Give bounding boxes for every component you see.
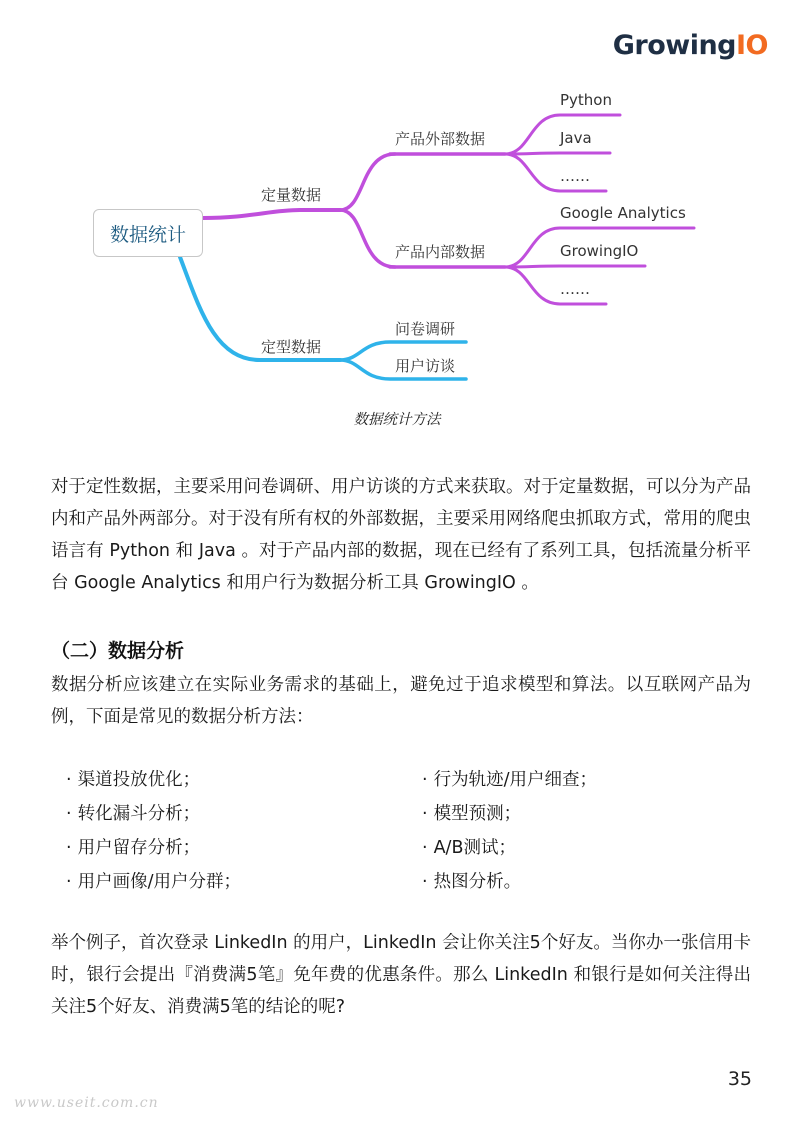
list-item: · 模型预测；	[422, 804, 522, 824]
growingio-logo: GrowingIO	[612, 30, 768, 61]
leaf-growingio: GrowingIO	[560, 242, 639, 260]
leaf-survey: 问卷调研	[395, 320, 456, 338]
edge-root-quant	[203, 210, 300, 218]
watermark: www.useit.com.cn	[14, 1095, 159, 1111]
edge-quant-external	[340, 154, 395, 210]
mindmap-diagram	[0, 70, 794, 400]
page-number: 35	[727, 1068, 752, 1090]
leaf-interview: 用户访谈	[395, 357, 456, 375]
figure-caption: 数据统计方法	[353, 412, 441, 428]
node-qualitative: 定型数据	[261, 338, 322, 356]
edge-quant-internal	[340, 210, 395, 267]
list-item: · 转化漏斗分析；	[66, 804, 201, 824]
edge-java	[505, 153, 610, 154]
node-external-data: 产品外部数据	[395, 130, 486, 148]
paragraph-example: 举个例子，首次登录 LinkedIn 的用户，LinkedIn 会让你关注5个好友。当你办一张信用卡时，银行会提出『消费满5笔』免年费的优惠条件。那么 LinkedIn 和银行是如何关注得出关注5个好友、消费满5笔的结论的呢?	[51, 933, 751, 1017]
list-item: · A/B测试；	[422, 838, 516, 858]
paragraph-analysis-intro: 数据分析应该建立在实际业务需求的基础上，避免过于追求模型和算法。以互联网产品为例，下面是常见的数据分析方法：	[51, 675, 751, 727]
leaf-google-analytics: Google Analytics	[560, 204, 686, 222]
list-item: · 用户画像/用户分群；	[66, 872, 241, 892]
list-item: · 行为轨迹/用户细查；	[422, 770, 597, 790]
edge-growingio	[505, 266, 645, 267]
leaf-internal-more: ……	[560, 280, 590, 298]
leaf-python: Python	[560, 91, 612, 109]
node-internal-data: 产品内部数据	[395, 243, 486, 261]
paragraph-data-sources: 对于定性数据，主要采用问卷调研、用户访谈的方式来获取。对于定量数据，可以分为产品内和产品外两部分。对于没有所有权的外部数据，主要采用网络爬虫抓取方式，常用的爬虫语言有 Python 和 Java 。对于产品内部的数据，现在已经有了系列工具，包括流量分析平台 Google Analytics 和用户行为数据分析工具 GrowingIO 。	[51, 477, 751, 593]
leaf-java: Java	[560, 129, 592, 147]
leaf-external-more: ……	[560, 167, 590, 185]
list-item: · 用户留存分析；	[66, 838, 201, 858]
edge-ext-more	[505, 154, 606, 191]
node-quantitative: 定量数据	[261, 186, 322, 204]
edge-int-more	[505, 267, 606, 304]
list-item: · 渠道投放优化；	[66, 770, 201, 790]
mindmap-root-node: 数据统计	[93, 209, 203, 257]
list-item: · 热图分析。	[422, 872, 522, 892]
section-heading: （二）数据分析	[51, 640, 185, 662]
